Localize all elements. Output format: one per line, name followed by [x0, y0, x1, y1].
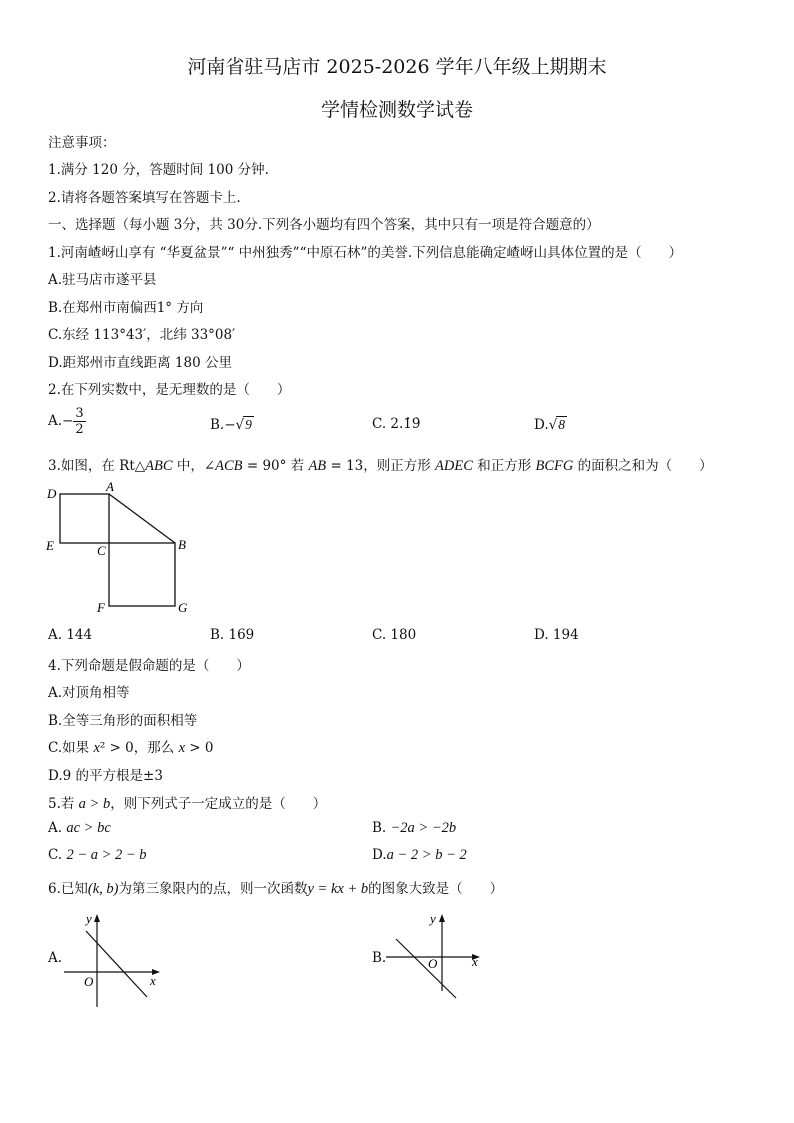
label-a: A — [106, 480, 114, 494]
q5-option-c — [48, 847, 147, 864]
q6-stem-part: 为第三象限内的点，则一次函数 — [118, 881, 308, 897]
exam-title-line2: 学情检测数学试卷 — [320, 99, 473, 121]
q3-option-c: C. 180 — [372, 627, 417, 643]
q3-stem-part: 3.如图，在 Rt△ — [48, 458, 146, 474]
q4-c-part: ² > 0，那么 — [99, 740, 179, 756]
q4-c-part: C.如果 — [48, 740, 94, 756]
q5-option-b — [372, 820, 456, 837]
q1-option-d: D.距郑州市直线距离 180 公里 — [48, 355, 232, 371]
q3-stem-math: ADEC — [435, 458, 473, 474]
notes-header: 注意事项： — [48, 135, 116, 151]
q6-stem-math: (k, b) — [87, 881, 119, 897]
note-2: 2.请将各题答案填写在答题卡上. — [48, 190, 241, 206]
q6-stem-math: y = kx + b — [307, 881, 369, 897]
q5-b-label: B. — [372, 820, 391, 836]
q5-option-a — [48, 820, 111, 837]
q6-graph-a — [60, 905, 170, 1010]
q2-option-d — [534, 416, 567, 433]
q6-option-a-label: A. — [48, 950, 63, 966]
q3-option-a: A. 144 — [48, 627, 93, 643]
q2-b-label: B. — [210, 417, 225, 433]
q3-stem-math: ACB — [215, 458, 243, 474]
hypotenuse-ab — [109, 494, 175, 543]
q1-option-c: C.东经 113°43′，北纬 33°08′ — [48, 327, 236, 343]
y-axis-arrow-icon — [94, 914, 100, 922]
q2-d-label: D. — [534, 417, 549, 433]
q3-stem-part: 中，∠ — [172, 458, 216, 474]
y-axis-label: y — [430, 911, 436, 926]
q5-a-label: A. — [48, 820, 67, 836]
label-f: F — [97, 600, 105, 615]
q5-b-expr: −2a > −2b — [390, 820, 457, 836]
q1-option-b: B.在郑州市南偏西1° 方向 — [48, 300, 204, 316]
q3-stem — [48, 454, 713, 475]
q3-stem-part: = 90° 若 — [242, 458, 309, 474]
q2-d-radicand: 8 — [558, 417, 565, 432]
q4-stem: 4.下列命题是假命题的是（ ） — [48, 658, 250, 674]
y-axis-arrow-icon — [439, 914, 445, 922]
q2-a-sign: − — [62, 413, 74, 429]
q4-option-a: A.对顶角相等 — [48, 685, 130, 701]
q2-stem: 2.在下列实数中，是无理数的是（ ） — [48, 382, 291, 398]
origin-label: O — [84, 974, 94, 989]
q5-a-expr: ac > bc — [66, 820, 111, 836]
q2-a-numerator: 3 — [75, 406, 84, 421]
q5-d-label: D. — [372, 847, 387, 863]
q6-stem-part: 6.已知 — [48, 881, 88, 897]
q3-stem-part: = 13，则正方形 — [326, 458, 436, 474]
label-c: C — [97, 543, 106, 558]
q2-option-a — [48, 406, 86, 437]
q5-d-expr: a − 2 > b − 2 — [386, 847, 467, 863]
q1-option-a: A.驻马店市遂平县 — [48, 272, 157, 288]
origin-label: O — [428, 956, 438, 971]
q2-a-denominator: 2 — [75, 422, 84, 437]
q3-option-b: B. 169 — [210, 627, 255, 643]
q6-graph-b — [380, 905, 490, 1010]
x-axis-label: x — [150, 973, 156, 988]
label-e: E — [46, 538, 54, 553]
sqrt-icon: √ — [548, 417, 558, 433]
q3-figure — [40, 480, 200, 620]
q3-option-d: D. 194 — [534, 627, 579, 643]
q4-c-part: > 0 — [185, 740, 214, 756]
q5-stem-part: 5.若 — [48, 796, 79, 812]
q5-c-label: C. — [48, 847, 67, 863]
q2-b-radicand: 9 — [245, 417, 252, 432]
q1-stem: 1.河南嵖岈山享有 “华夏盆景”“ 中州独秀”“中原石林”的美誉.下列信息能确定嵖岈山具体位置的是（ ） — [48, 245, 683, 261]
square-adec — [60, 494, 109, 543]
exam-title-line1: 河南省驻马店市 2025-2026 学年八年级上期期末 — [187, 56, 607, 78]
section-heading: 一、选择题（每小题 3分，共 30分.下列各小题均有四个答案，其中只有一项是符合题意的） — [48, 217, 600, 233]
q4-option-d: D.9 的平方根是±3 — [48, 768, 163, 784]
square-bcfg — [109, 543, 175, 606]
q5-stem-part: ，则下列式子一定成立的是（ ） — [110, 796, 327, 812]
q4-option-b: B.全等三角形的面积相等 — [48, 713, 198, 729]
note-1: 1.满分 120 分，答题时间 100 分钟. — [48, 162, 269, 178]
label-g: G — [178, 600, 188, 615]
function-line — [396, 939, 456, 998]
x-axis-label: x — [472, 954, 478, 969]
sqrt-icon: √ — [235, 417, 245, 433]
q4-c-math: x — [178, 740, 185, 756]
q5-stem — [48, 792, 326, 813]
q5-c-expr: 2 − a > 2 − b — [66, 847, 147, 863]
q2-option-c: C. 2.1̇9̇ — [372, 416, 421, 432]
q2-option-b — [210, 416, 254, 433]
label-d: D — [47, 486, 57, 501]
q3-stem-math: AB — [308, 458, 327, 474]
function-line — [86, 931, 147, 997]
q3-stem-part: 和正方形 — [472, 458, 536, 474]
y-axis-label: y — [86, 911, 92, 926]
q3-stem-math: ABC — [145, 458, 173, 474]
q6-option-b-label: B. — [372, 950, 387, 966]
label-b: B — [178, 537, 186, 552]
q2-a-fraction — [73, 406, 85, 437]
q6-stem — [48, 877, 503, 898]
q5-option-d — [372, 847, 467, 864]
q2-a-label: A. — [48, 413, 63, 429]
q3-stem-part: 的面积之和为（ ） — [573, 458, 713, 474]
q5-stem-math: a > b — [78, 796, 111, 812]
q4-c-math: x — [93, 740, 100, 756]
q3-stem-math: BCFG — [535, 458, 574, 474]
q4-option-c — [48, 736, 213, 757]
q2-b-sign: − — [224, 417, 236, 433]
q6-stem-part: 的图象大致是（ ） — [368, 881, 504, 897]
